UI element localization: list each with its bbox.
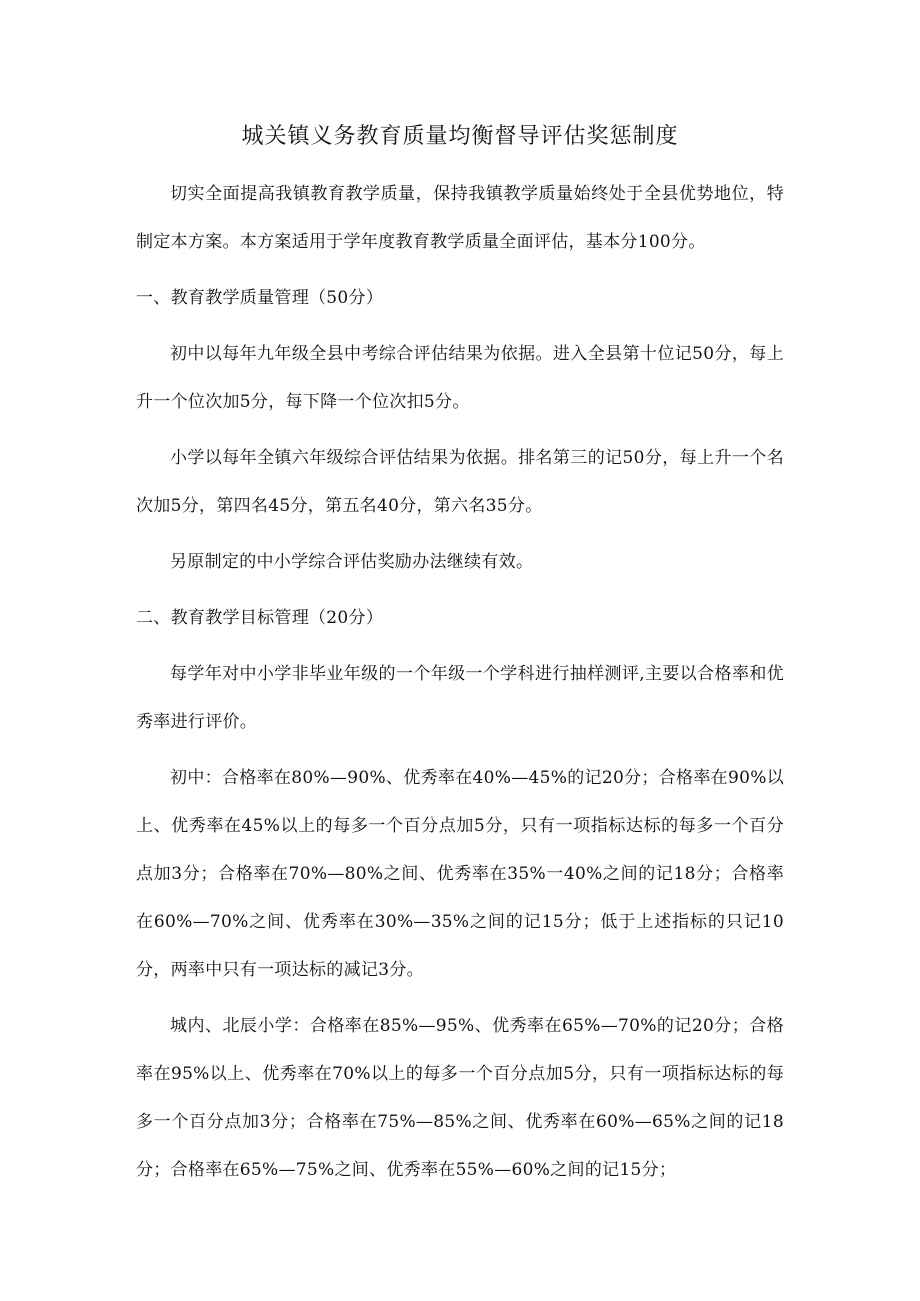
document-title: 城关镇义务教育质量均衡督导评估奖惩制度	[241, 124, 679, 149]
section-2-paragraph-2: 初中：合格率在80%—90%、优秀率在40%—45%的记20分；合格率在90%以上、优秀率在45%以上的每多一个百分点加5分，只有一项指标达标的每多一个百分点加3分；合格率在70%—80%之间、优秀率在35%一40%之间的记18分；合格率在60%—70%之间、优秀率在30%—35%之间的记15分；低于上述指标的只记10分，两率中只有一项达标的减记3分。	[136, 768, 784, 980]
section-1-paragraph-3: 另原制定的中小学综合评估奖励办法继续有效。	[170, 552, 534, 572]
section-2-heading: 二、教育教学目标管理（20分）	[136, 608, 384, 628]
section-1-paragraph-1: 初中以每年九年级全县中考综合评估结果为依据。进入全县第十位记50分，每上升一个位次加5分，每下降一个位次扣5分。	[136, 344, 784, 412]
section-1-paragraph-2: 小学以每年全镇六年级综合评估结果为依据。排名第三的记50分，每上升一个名次加5分，第四名45分，第五名40分，第六名35分。	[136, 448, 784, 516]
section-1-heading: 一、教育教学质量管理（50分）	[136, 288, 384, 308]
section-2-paragraph-3: 城内、北辰小学：合格率在85%—95%、优秀率在65%—70%的记20分；合格率在95%以上、优秀率在70%以上的每多一个百分点加5分，只有一项指标达标的每多一个百分点加3分；合格率在75%—85%之间、优秀率在60%—65%之间的记18分；合格率在65%—75%之间、优秀率在55%—60%之间的记15分；	[136, 1016, 784, 1180]
intro-paragraph: 切实全面提高我镇教育教学质量，保持我镇教学质量始终处于全县优势地位，特制定本方案。本方案适用于学年度教育教学质量全面评估，基本分100分。	[136, 184, 784, 252]
section-2-paragraph-1: 每学年对中小学非毕业年级的一个年级一个学科进行抽样测评,主要以合格率和优秀率进行评价。	[136, 664, 784, 732]
